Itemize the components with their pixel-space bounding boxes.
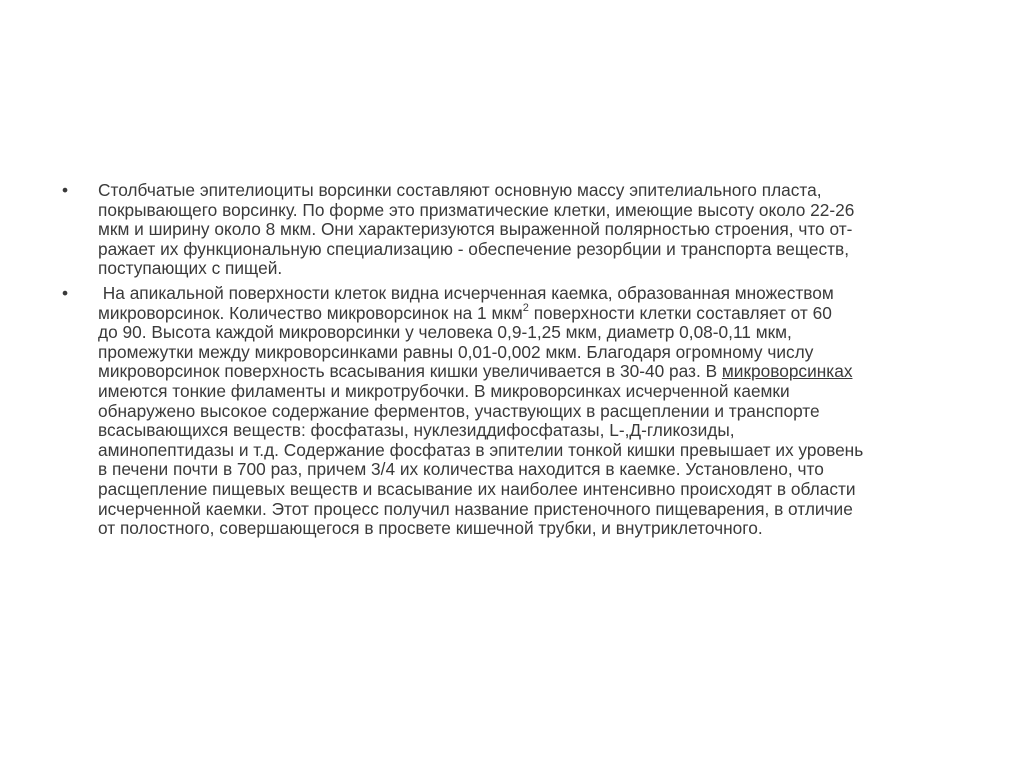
bullet-list: [62, 181, 982, 544]
text-line: [98, 301, 982, 324]
bullet-dot: •: [62, 282, 69, 303]
bullet-item-microvilli: [62, 284, 982, 539]
text-line: имеются тонкие филаменты и микротрубочки. В микроворсинках исчерченной каемки: [98, 380, 790, 401]
superscript: 2: [522, 301, 529, 314]
microvilli-link[interactable]: микроворсинках: [721, 361, 853, 382]
text-line: обнаружено высокое содержание ферментов, участвующих в расщеплении и транспорте: [98, 400, 820, 421]
text-line: поступающих с пищей.: [98, 258, 283, 279]
text-fragment: микроворсинок. Количество микроворсинок на 1 мкм: [98, 302, 523, 323]
text-line: На апикальной поверхности клеток видна исчерченная каемка, образованная множеством: [98, 282, 834, 303]
text-line: мкм и ширину около 8 мкм. Они характеризуются выраженной полярностью строения, что от-: [98, 219, 853, 240]
text-line: аминопептидазы и т.д. Содержание фосфатаз в эпителии тонкой кишки превышает их уровень: [98, 439, 864, 460]
bullet-item-columnar-cells: [62, 181, 982, 279]
text-line: промежутки между микроворсинками равны 0,01-0,002 мкм. Благодаря огромному числу: [98, 341, 814, 362]
text-line: в печени почти в 700 раз, причем 3/4 их количества находится в каемке. Установлено, что: [98, 459, 824, 480]
text-line: [98, 362, 982, 382]
text-fragment: поверхности клетки составляет от 60: [528, 302, 832, 323]
text-line: от полостного, совершающегося в просвете кишечной трубки, и внутриклеточного.: [98, 518, 763, 539]
text-line: расщепление пищевых веществ и всасывание их наиболее интенсивно происходят в области: [98, 478, 856, 499]
text-line: Столбчатые эпителиоциты ворсинки составляют основную массу эпителиального пласта,: [98, 180, 822, 200]
text-fragment: микроворсинок поверхность всасывания кишки увеличивается в 30-40 раз. В: [98, 361, 722, 382]
text-line: ражает их функциональную специализацию - обеспечение резорбции и транспорта веществ,: [98, 238, 850, 259]
bullet-dot: •: [62, 180, 69, 200]
text-line: до 90. Высота каждой микроворсинки у человека 0,9-1,25 мкм, диаметр 0,08-0,11 мкм,: [98, 322, 792, 343]
text-line: исчерченной каемки. Этот процесс получил название пристеночного пищеварения, в отличие: [98, 498, 853, 519]
text-line: всасывающихся веществ: фосфатазы, нуклезиддифосфатазы, L-,Д-гликозиды,: [98, 420, 735, 441]
text-line: покрывающего ворсинку. По форме это призматические клетки, имеющие высоту около 22-26: [98, 199, 855, 220]
